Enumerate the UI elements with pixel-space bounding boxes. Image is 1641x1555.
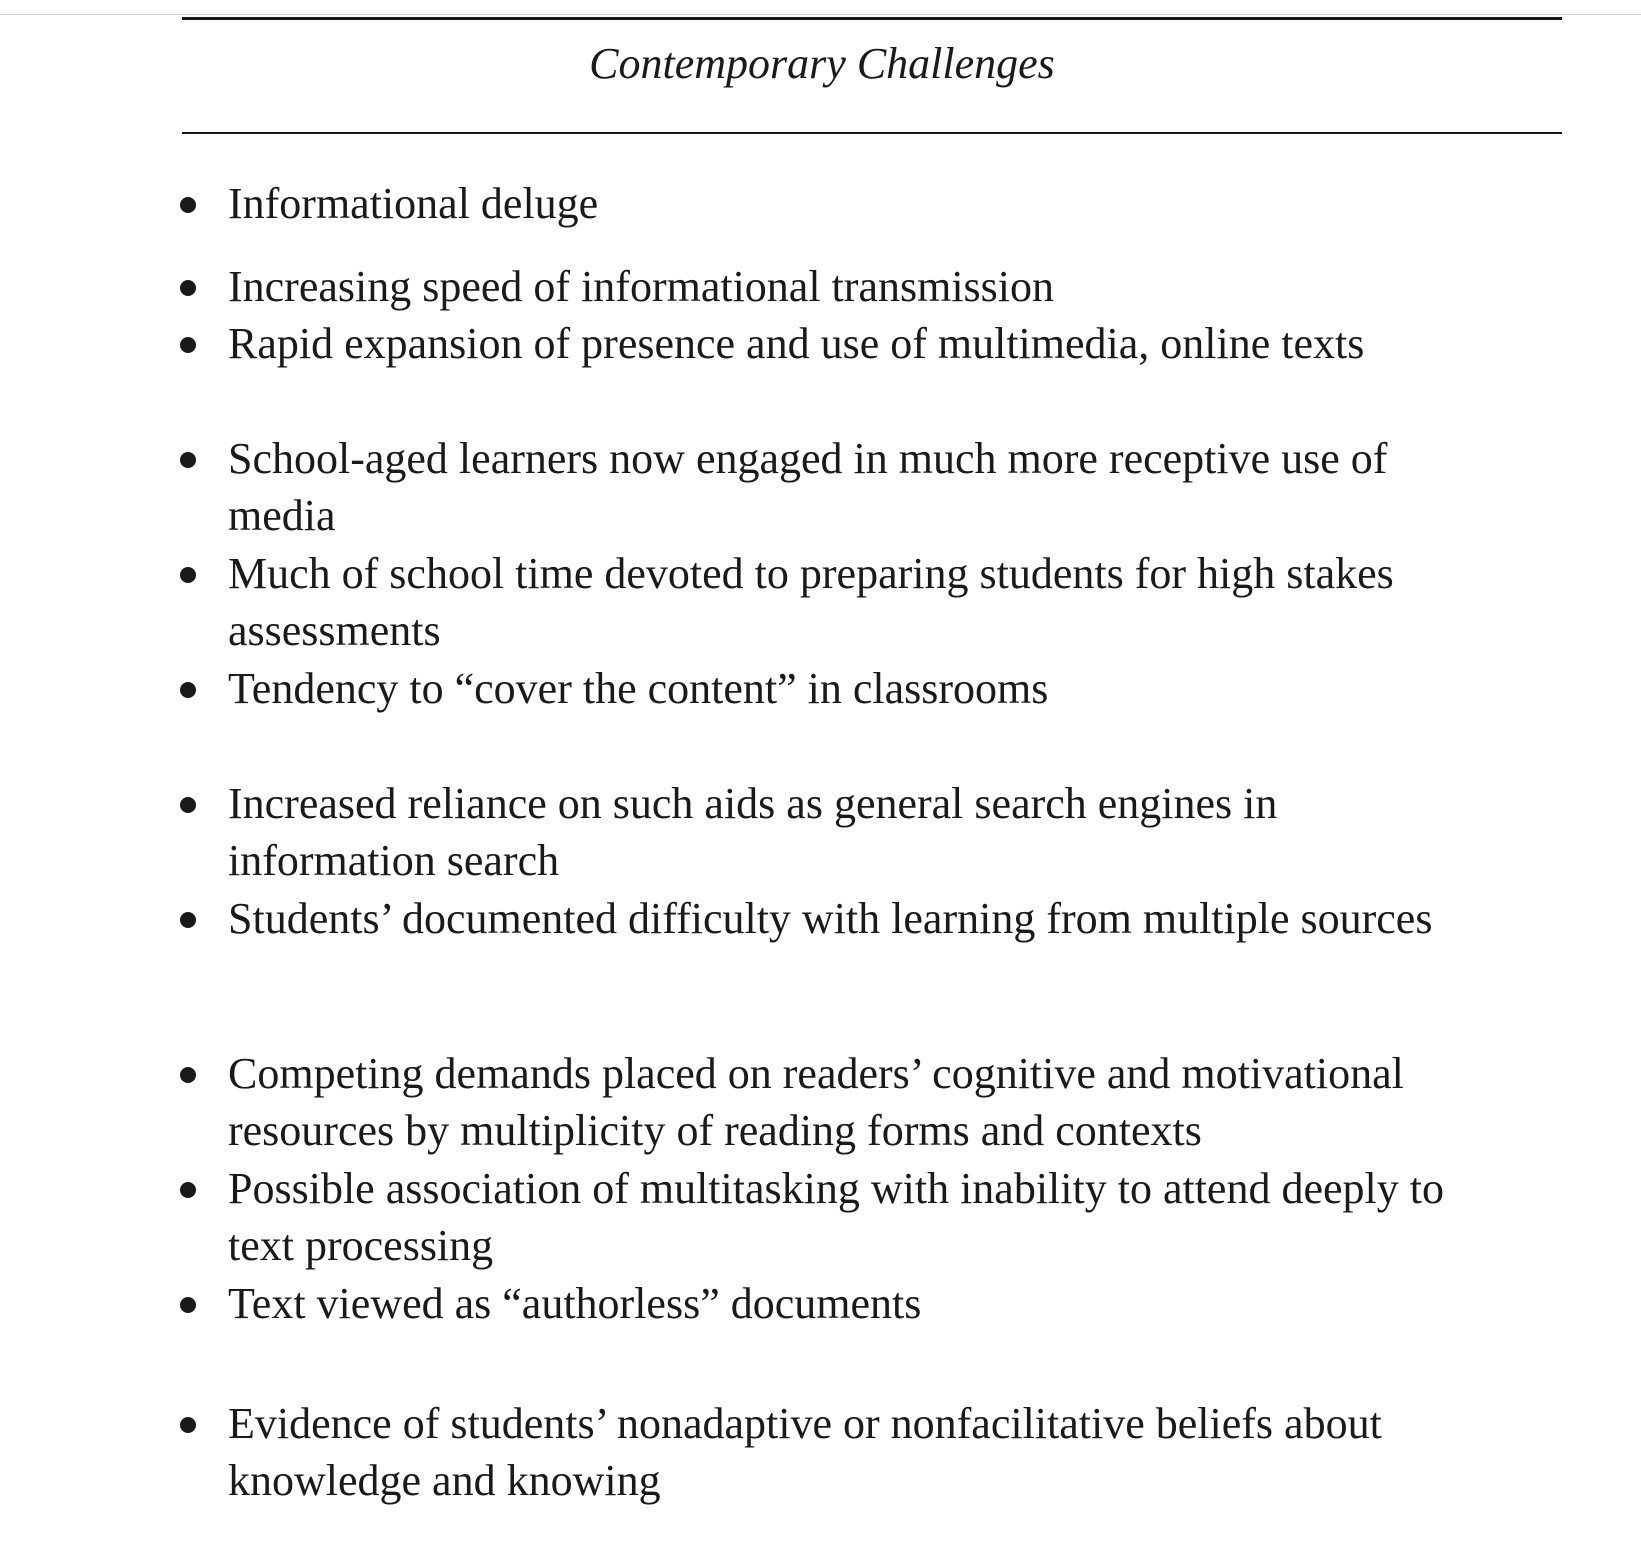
list-item-text: School-aged learners now engaged in much more receptive use of media (228, 434, 1388, 540)
bullet-icon (180, 682, 196, 698)
list-item-text: Competing demands placed on readers’ cognitive and motivational resources by multiplicity of reading forms and contexts (228, 1049, 1404, 1155)
bullet-icon (180, 337, 196, 353)
bullet-icon (180, 197, 196, 213)
bullet-icon (180, 452, 196, 468)
list-item (180, 1395, 1480, 1509)
bullet-icon (180, 912, 196, 928)
list-item (180, 890, 1480, 947)
list-item (180, 1045, 1480, 1159)
list-item-text: Tendency to “cover the content” in classrooms (228, 664, 1049, 713)
list-item-text: Evidence of students’ nonadaptive or nonfacilitative beliefs about knowledge and knowing (228, 1399, 1382, 1505)
bullet-icon (180, 280, 196, 296)
title-bottom-rule (182, 132, 1562, 134)
bullet-icon (180, 1417, 196, 1433)
list-item-text: Much of school time devoted to preparing students for high stakes assessments (228, 549, 1394, 655)
list-item-text: Possible association of multitasking with inability to attend deeply to text processing (228, 1164, 1444, 1270)
bullet-icon (180, 1067, 196, 1083)
list-item (180, 175, 1480, 232)
bullet-icon (180, 1297, 196, 1313)
list-item-text: Rapid expansion of presence and use of multimedia, online texts (228, 319, 1365, 368)
list-item (180, 660, 1480, 717)
list-item-text: Increasing speed of informational transmission (228, 262, 1055, 311)
bullet-icon (180, 567, 196, 583)
list-item-text: Increased reliance on such aids as general search engines in information search (228, 779, 1278, 885)
list-item (180, 315, 1480, 372)
bullet-icon (180, 797, 196, 813)
list-item (180, 775, 1480, 889)
list-item-text: Students’ documented difficulty with learning from multiple sources (228, 894, 1433, 943)
list-item (180, 1160, 1480, 1274)
list-item (180, 258, 1480, 315)
title-top-rule (182, 17, 1562, 20)
page-title: Contemporary Challenges (589, 39, 1055, 88)
list-item (180, 430, 1480, 544)
bullet-icon (180, 1182, 196, 1198)
page-top-edge (0, 14, 1641, 15)
list-item-text: Text viewed as “authorless” documents (228, 1279, 922, 1328)
list-item-text: Informational deluge (228, 179, 599, 228)
list-item (180, 1275, 1480, 1332)
list-item (180, 545, 1480, 659)
